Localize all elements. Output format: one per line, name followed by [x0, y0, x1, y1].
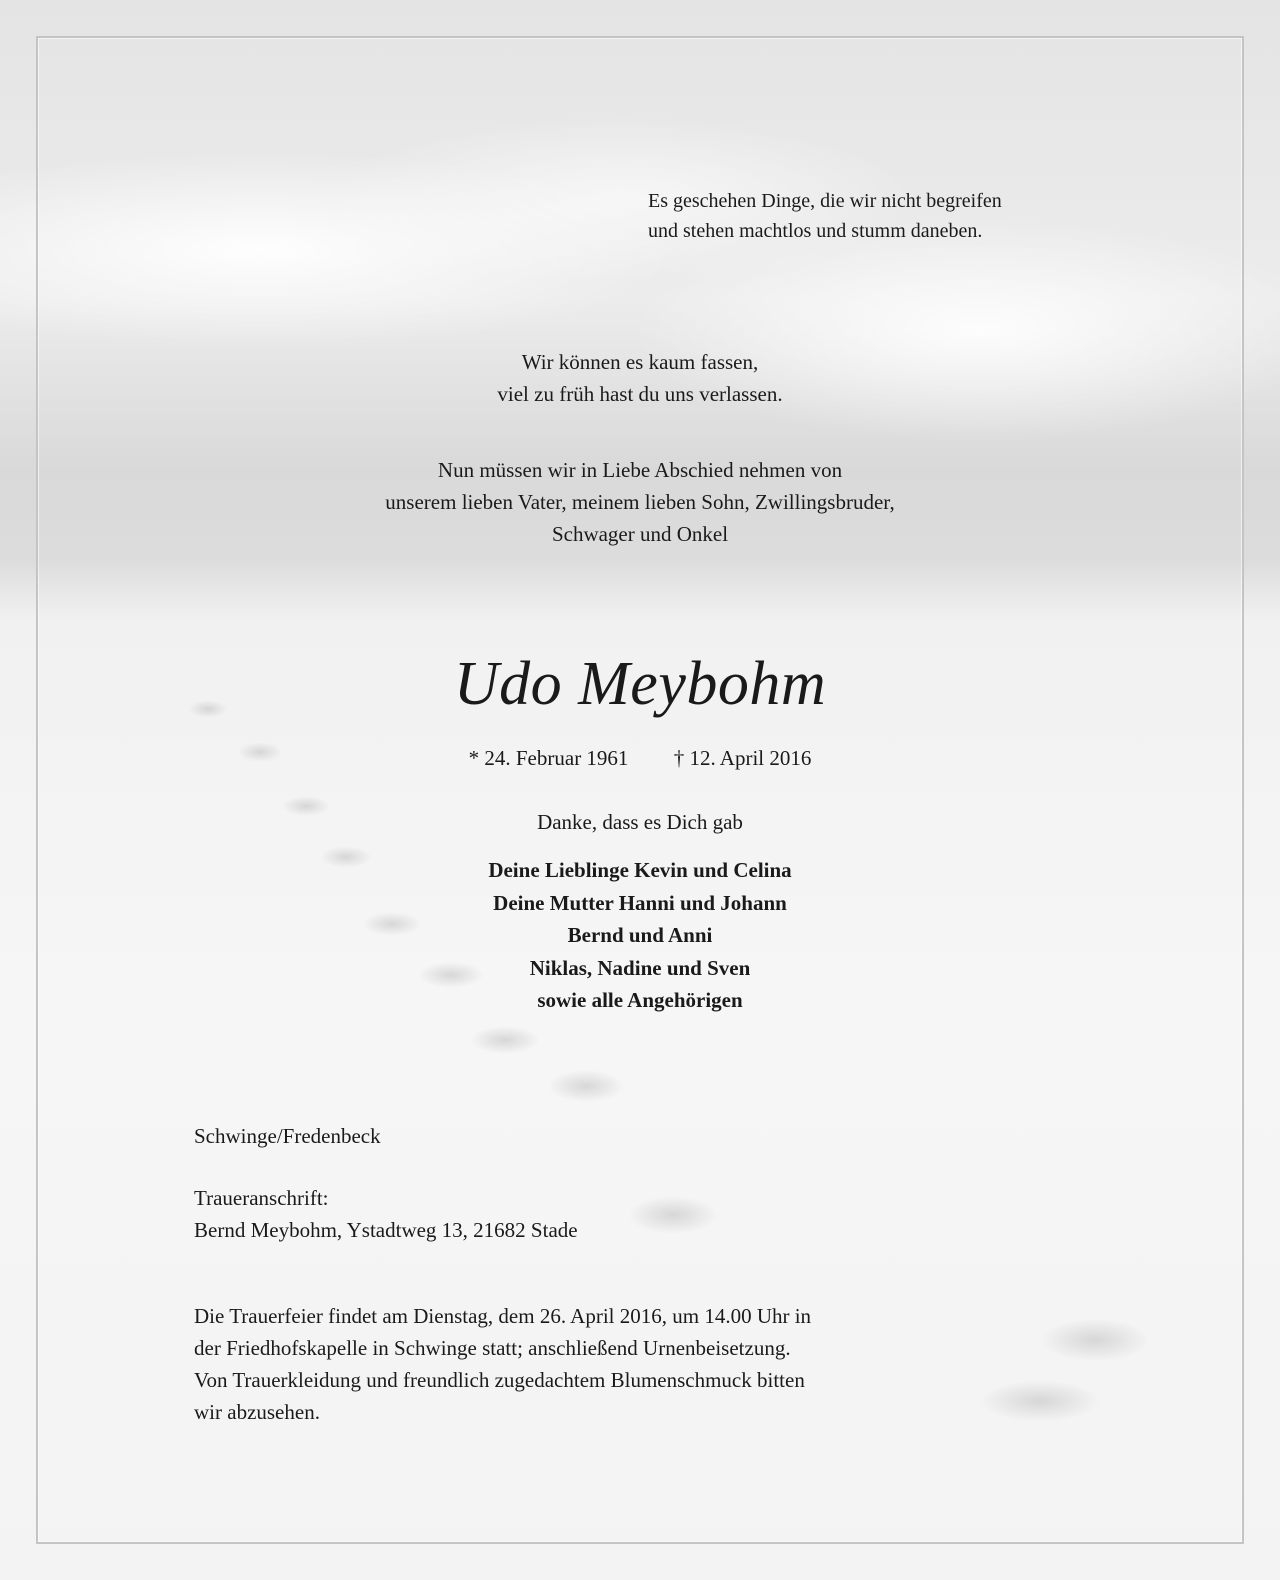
birth-date: * 24. Februar 1961 [468, 746, 629, 770]
mourner-item: Niklas, Nadine und Sven [529, 955, 751, 980]
farewell-intro [200, 454, 1080, 550]
intro-line: Nun müssen wir in Liebe Abschied nehmen von [437, 458, 843, 482]
deceased-name: Udo Meybohm [453, 650, 827, 718]
quote-line: und stehen machtlos und stumm daneben. [648, 220, 983, 242]
funeral-service-info [194, 1300, 1094, 1428]
location: Schwinge/Fredenbeck [194, 1124, 381, 1148]
service-line: der Friedhofskapelle in Schwinge statt; anschließend Urnenbeisetzung. [194, 1336, 791, 1360]
death-date: † 12. April 2016 [673, 746, 812, 770]
service-line: wir abzusehen. [194, 1400, 320, 1424]
mourner-item: Bernd und Anni [567, 923, 713, 947]
verse-line: viel zu früh hast du uns verlassen. [497, 382, 783, 406]
thanks-line: Danke, dass es Dich gab [537, 810, 743, 834]
service-line: Von Trauerkleidung und freundlich zugedachtem Blumenschmuck bitten [194, 1368, 805, 1392]
opening-quote [648, 186, 1168, 246]
mourner-item: Deine Mutter Hanni und Johann [493, 890, 787, 915]
verse [200, 346, 1080, 410]
mourner-item: sowie alle Angehörigen [537, 988, 743, 1012]
intro-line: Schwager und Onkel [551, 522, 729, 546]
intro-line: unserem lieben Vater, meinem lieben Sohn, Zwillingsbruder, [385, 490, 895, 514]
verse-line: Wir können es kaum fassen, [521, 350, 759, 374]
address-label: Traueranschrift: [194, 1186, 329, 1210]
quote-line: Es geschehen Dinge, die wir nicht begreifen [648, 190, 1002, 212]
mourner-item: Deine Lieblinge Kevin und Celina [488, 858, 792, 882]
service-line: Die Trauerfeier findet am Dienstag, dem 26. April 2016, um 14.00 Uhr in [194, 1304, 812, 1328]
life-dates [200, 742, 1080, 774]
mourners-list [200, 854, 1080, 1017]
mourning-address: Bernd Meybohm, Ystadtweg 13, 21682 Stade [194, 1218, 578, 1242]
